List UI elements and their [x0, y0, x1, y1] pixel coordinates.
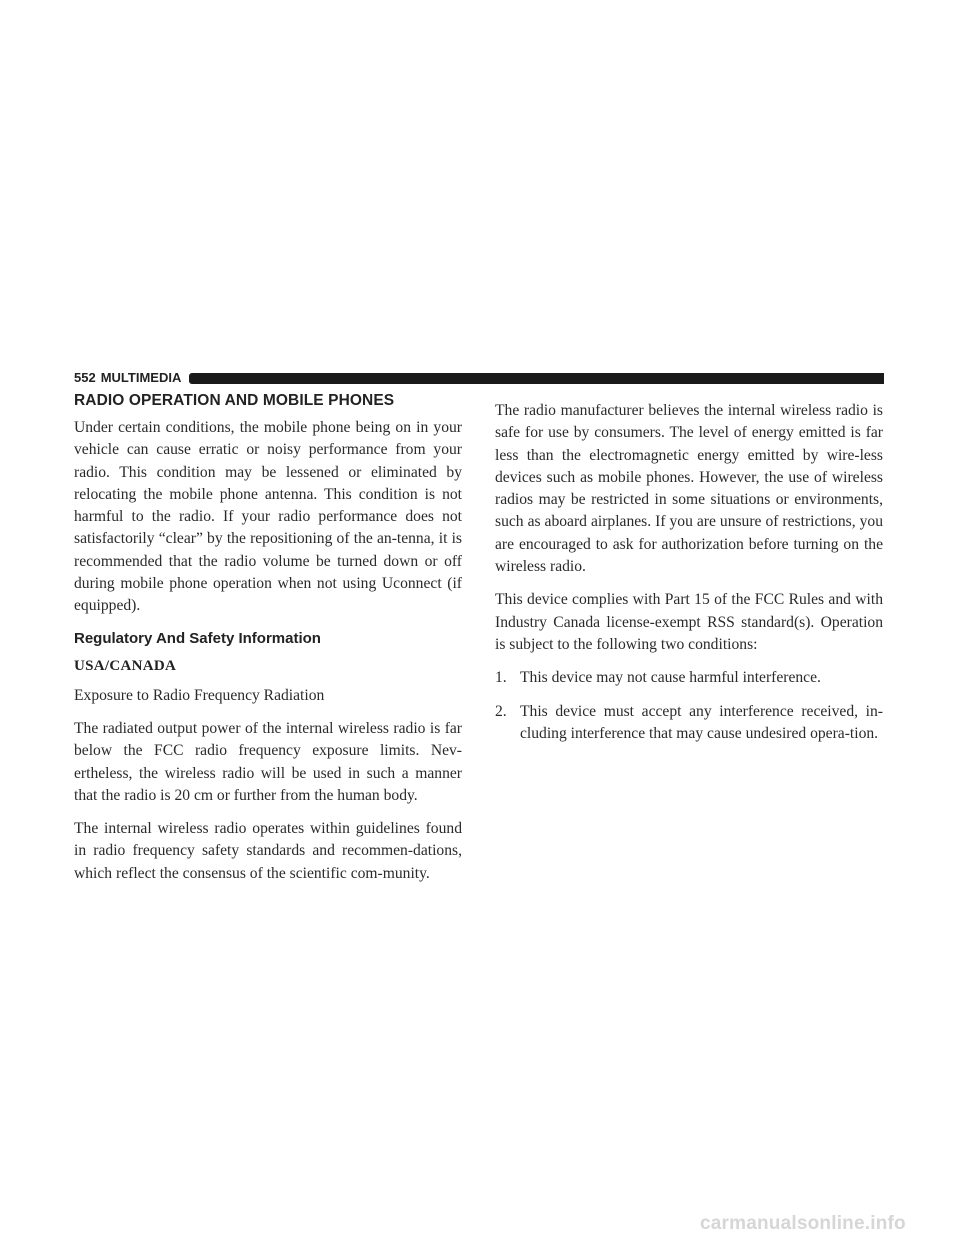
- list-text: This device may not cause harmful interference.: [520, 669, 821, 687]
- region-label: USA/CANADA: [74, 657, 177, 674]
- subheading: Regulatory And Safety Information: [74, 629, 321, 647]
- list-number: 2.: [495, 702, 507, 720]
- header-rule: [189, 373, 884, 384]
- left-column: [74, 392, 462, 896]
- page-number: 552: [74, 370, 96, 385]
- right-column: [495, 400, 883, 756]
- power-paragraph: The radiated output power of the internal wireless radio is far below the FCC radio frequency exposure limits. Nev-ertheless, the wireless radio will be used in such a manner that the radio is 20 cm or further from the human body.: [74, 719, 462, 804]
- list-text: This device must accept any interference received, in-cluding interference that may cause undesired opera-tion.: [520, 702, 883, 742]
- list-item: [495, 667, 883, 689]
- list-item: [495, 701, 883, 746]
- fcc-paragraph: This device complies with Part 15 of the FCC Rules and with Industry Canada license-exempt RSS standard(s). Operation is subject to the following two conditions:: [495, 591, 883, 653]
- main-heading: RADIO OPERATION AND MOBILE PHONES: [74, 392, 395, 409]
- section-title: MULTIMEDIA: [100, 370, 182, 385]
- watermark: carmanualsonline.info: [700, 1213, 906, 1234]
- manufacturer-paragraph: The radio manufacturer believes the internal wireless radio is safe for use by consumers. The level of energy emitted is far less than the electromagnetic energy emitted by wire-less devices such as mobile phones. However, the use of wireless radios may be restricted in some situations or environments, such as aboard airplanes. If you are unsure of restrictions, you are encouraged to ask for authorization before turning on the wireless radio.: [495, 402, 883, 576]
- page-header: [74, 370, 884, 386]
- guidelines-paragraph: The internal wireless radio operates within guidelines found in radio frequency safety standards and recommen-dations, which reflect the consensus of the scientific com-munity.: [74, 820, 462, 882]
- exposure-title: Exposure to Radio Frequency Radiation: [74, 686, 325, 704]
- intro-paragraph: Under certain conditions, the mobile phone being on in your vehicle can cause erratic or noisy performance from your radio. This condition may be lessened or eliminated by relocating the mobile phone antenna. This condition is not harmful to the radio. If your radio performance does not satisfactorily “clear” by the repositioning of the an-tenna, it is recommended that the radio volume be turned down or off during mobile phone operation when not using Uconnect (if equipped).: [74, 419, 462, 615]
- list-number: 1.: [495, 669, 507, 687]
